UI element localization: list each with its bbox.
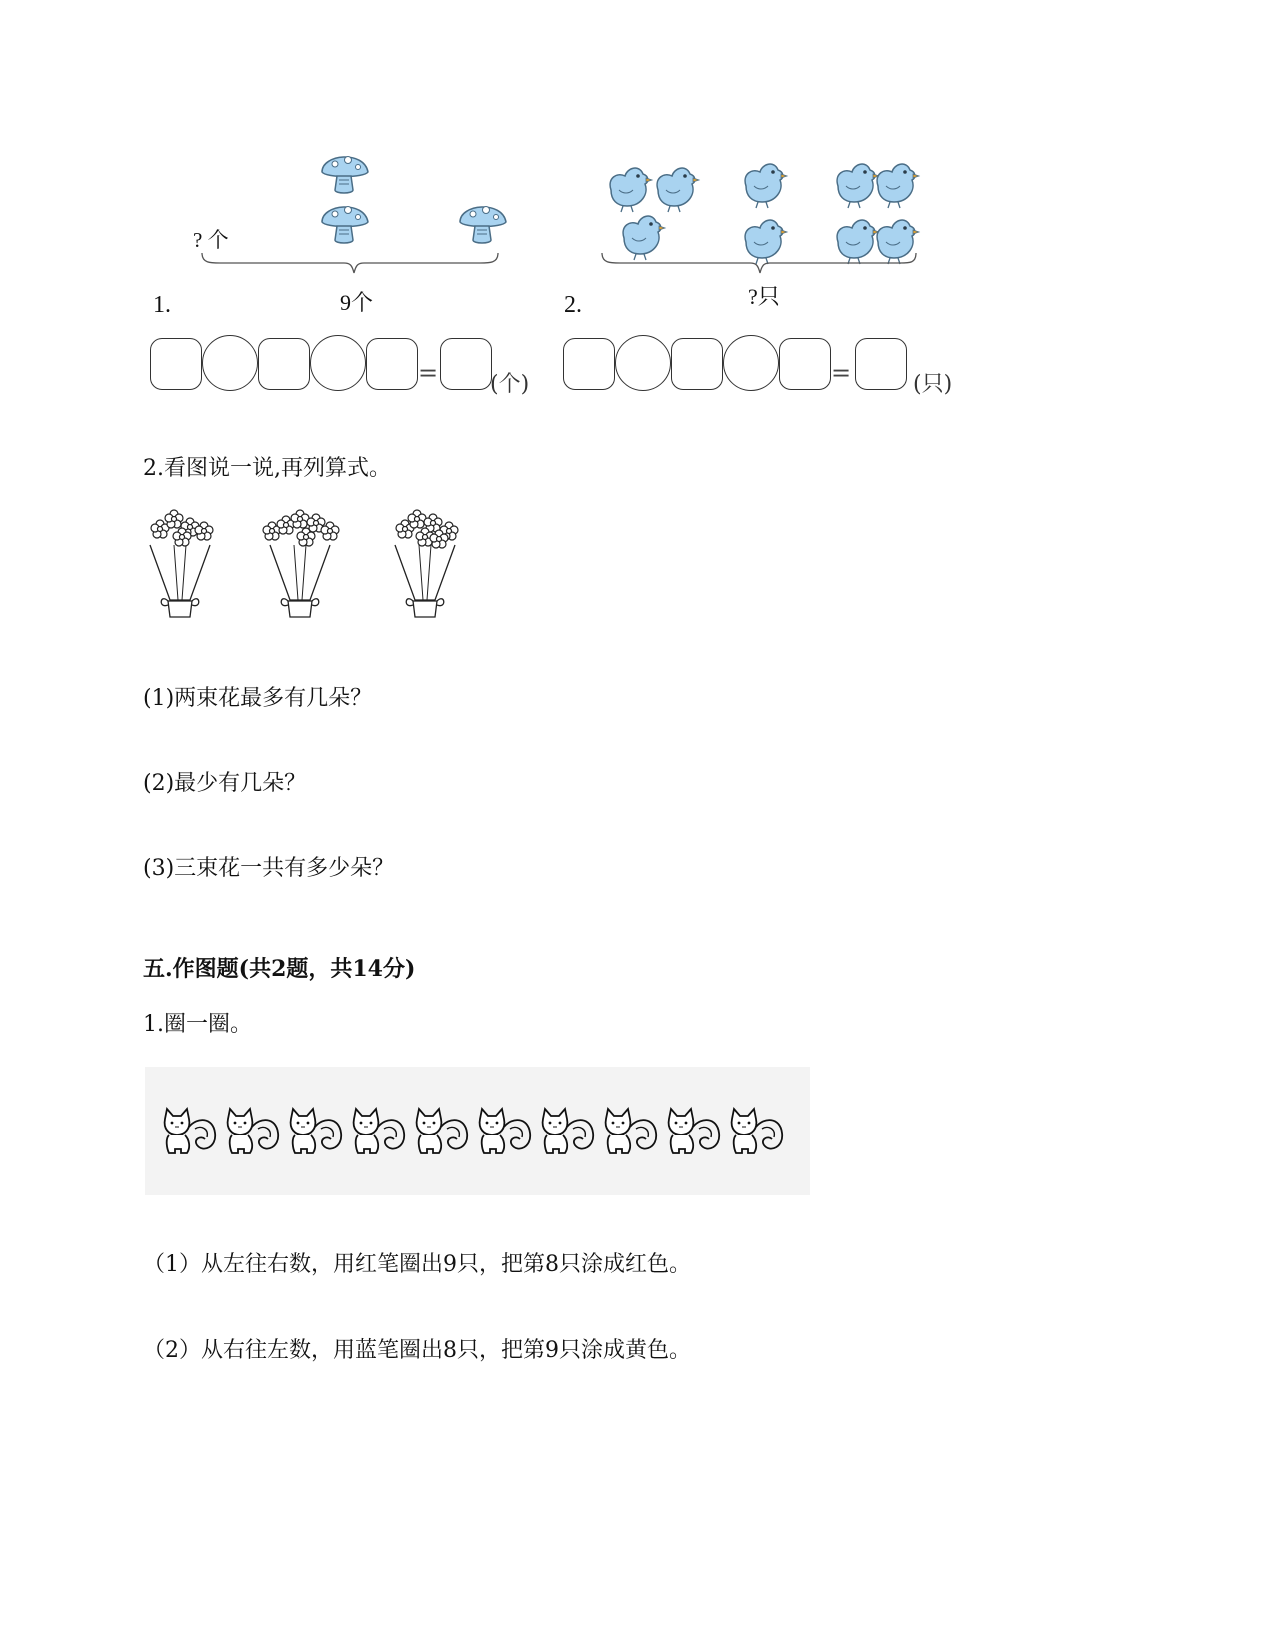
chick-icon xyxy=(745,220,787,264)
equals-sign: = xyxy=(418,359,439,387)
chick-icon xyxy=(837,164,879,208)
equals-sign: = xyxy=(831,359,852,387)
unit-label: (只) xyxy=(913,372,953,397)
operator-circle[interactable] xyxy=(310,335,366,391)
operator-circle[interactable] xyxy=(723,335,779,391)
chick-icon xyxy=(877,220,919,264)
operator-circle[interactable] xyxy=(202,335,258,391)
squirrel-icon xyxy=(669,1109,720,1153)
chick-icon xyxy=(610,168,652,212)
answer-box[interactable] xyxy=(779,338,831,390)
answer-box[interactable] xyxy=(563,338,615,390)
squirrel-icon xyxy=(606,1109,657,1153)
sub-question-3: (3)三束花一共有多少朵？ xyxy=(143,856,395,881)
result-box[interactable] xyxy=(440,338,492,390)
unit-label: (个) xyxy=(490,372,530,397)
chick-icon xyxy=(877,164,919,208)
instruction-2: （2）从右往左数，用蓝笔圈出8只，把第9只涂成黄色。 xyxy=(143,1338,691,1363)
bouquet-icon xyxy=(263,510,339,617)
question-2-title: 2.看图说一说,再列算式。 xyxy=(143,456,391,481)
squirrel-icon xyxy=(291,1109,342,1153)
sub-question-1: (1)两束花最多有几朵？ xyxy=(143,686,373,711)
squirrel-strip xyxy=(145,1067,810,1195)
squirrel-icon xyxy=(732,1109,783,1153)
chick-figure xyxy=(600,150,960,320)
mushroom-icon xyxy=(322,157,368,194)
answer-box[interactable] xyxy=(366,338,418,390)
section-5-heading: 五.作图题(共2题，共14分) xyxy=(143,956,416,982)
mushroom-icon xyxy=(322,207,368,244)
bouquet-icon xyxy=(395,510,458,617)
problem1-number: 1. xyxy=(153,292,171,318)
squirrel-icon xyxy=(480,1109,531,1153)
problem1-unknown-label: ? 个 xyxy=(193,228,229,252)
chick-icon xyxy=(837,220,879,264)
squirrel-icon xyxy=(165,1109,216,1153)
problem2-total-label: ?只 xyxy=(748,284,780,309)
squirrel-icon xyxy=(228,1109,279,1153)
instruction-1: （1）从左往右数，用红笔圈出9只，把第8只涂成红色。 xyxy=(143,1252,691,1277)
equation-row-1 xyxy=(150,335,550,395)
bouquet-figure xyxy=(140,505,480,630)
squirrel-icon xyxy=(354,1109,405,1153)
problem1-total-label: 9个 xyxy=(340,290,374,315)
result-box[interactable] xyxy=(855,338,907,390)
bouquet-icon xyxy=(150,510,213,617)
chick-icon xyxy=(745,164,787,208)
chick-icon xyxy=(657,168,699,212)
chick-icon xyxy=(623,216,665,260)
operator-circle[interactable] xyxy=(615,335,671,391)
total-brace xyxy=(202,253,498,273)
mushroom-icon xyxy=(460,207,506,244)
answer-box[interactable] xyxy=(671,338,723,390)
answer-box[interactable] xyxy=(258,338,310,390)
item-1-title: 1.圈一圈。 xyxy=(143,1012,252,1037)
problem2-number: 2. xyxy=(564,292,582,318)
sub-question-2: (2)最少有几朵？ xyxy=(143,771,307,796)
answer-box[interactable] xyxy=(150,338,202,390)
equation-row-2 xyxy=(563,335,973,395)
squirrel-icon xyxy=(543,1109,594,1153)
squirrel-icon xyxy=(417,1109,468,1153)
